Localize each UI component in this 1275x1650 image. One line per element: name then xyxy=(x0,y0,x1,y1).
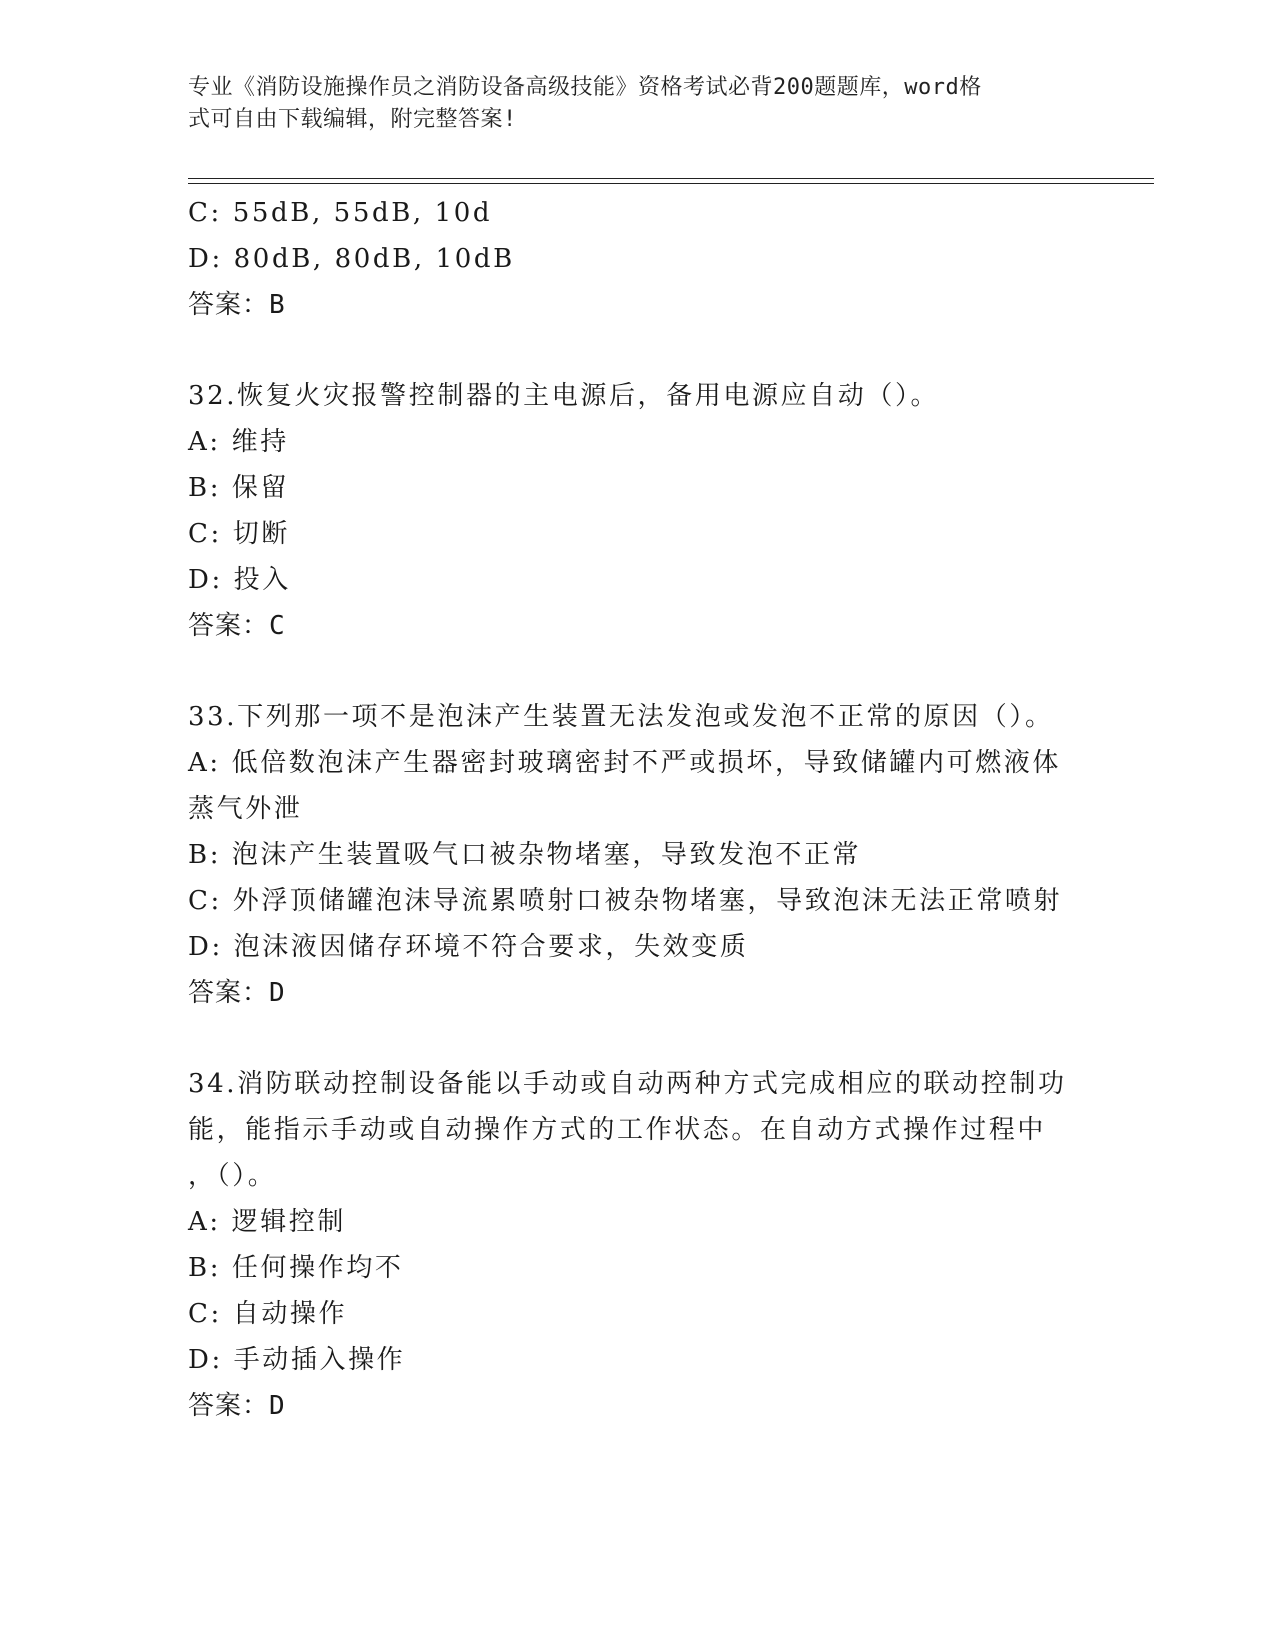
option-d: D: 手动插入操作 xyxy=(188,1345,406,1375)
option-d: D: 投入 xyxy=(188,565,291,595)
answer: 答案：B xyxy=(188,290,286,320)
header-line-2: 式可自由下载编辑，附完整答案! xyxy=(188,107,517,132)
question-stem-continued: 能，能指示手动或自动操作方式的工作状态。在自动方式操作过程中 xyxy=(188,1115,1047,1145)
option-b: B: 泡沫产生装置吸气口被杂物堵塞，导致发泡不正常 xyxy=(188,840,862,870)
question-32 xyxy=(188,373,1088,649)
spacer xyxy=(188,1016,1088,1061)
answer: 答案：C xyxy=(188,611,286,641)
question-stem-continued: ，（）。 xyxy=(188,1161,277,1191)
header-divider-top xyxy=(188,178,1154,179)
answer: 答案：D xyxy=(188,1391,286,1421)
option-d: D: 80dB, 80dB, 10dB xyxy=(188,244,515,274)
option-a-continued: 蒸气外泄 xyxy=(188,794,303,824)
answer: 答案：D xyxy=(188,978,286,1008)
header-divider-bottom xyxy=(188,183,1154,184)
option-a: A: 逻辑控制 xyxy=(188,1207,347,1237)
header-line-1: 专业《消防设施操作员之消防设备高级技能》资格考试必背200题题库，word格 xyxy=(188,75,982,100)
option-b: B: 任何操作均不 xyxy=(188,1253,404,1283)
question-stem: 34.消防联动控制设备能以手动或自动两种方式完成相应的联动控制功 xyxy=(188,1069,1067,1099)
document-header xyxy=(188,72,1068,136)
option-c: C: 切断 xyxy=(188,519,290,549)
previous-question-tail xyxy=(188,190,1088,328)
option-c: C: 外浮顶储罐泡沫导流累喷射口被杂物堵塞，导致泡沫无法正常喷射 xyxy=(188,886,1063,916)
option-d: D: 泡沫液因储存环境不符合要求，失效变质 xyxy=(188,932,749,962)
question-stem: 32.恢复火灾报警控制器的主电源后，备用电源应自动（）。 xyxy=(188,381,940,411)
question-stem: 33.下列那一项不是泡沫产生装置无法发泡或发泡不正常的原因（）。 xyxy=(188,702,1054,732)
option-c: C: 自动操作 xyxy=(188,1299,348,1329)
option-a: A: 低倍数泡沫产生器密封玻璃密封不严或损坏，导致储罐内可燃液体 xyxy=(188,748,1062,778)
option-a: A: 维持 xyxy=(188,427,289,457)
spacer xyxy=(188,328,1088,373)
spacer xyxy=(188,649,1088,694)
question-content xyxy=(188,190,1088,1429)
question-33 xyxy=(188,694,1088,1016)
option-c: C: 55dB, 55dB, 10d xyxy=(188,198,493,228)
option-b: B: 保留 xyxy=(188,473,290,503)
question-34 xyxy=(188,1061,1088,1429)
